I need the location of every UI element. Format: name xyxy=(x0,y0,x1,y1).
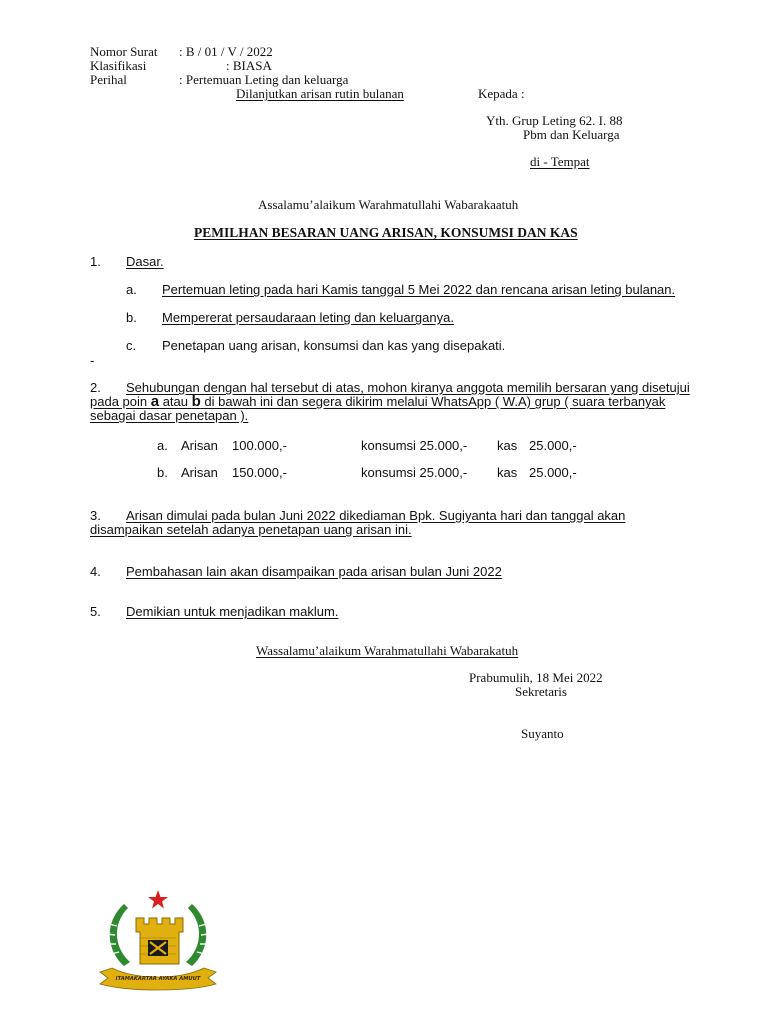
section3-line2: disampaikan setelah adanya penetapan uang arisan ini. xyxy=(90,522,412,537)
section2-line2-mid: atau xyxy=(159,394,192,409)
item-letter: b. xyxy=(126,310,137,325)
nomor-label: Nomor Surat xyxy=(90,44,158,59)
option-kas-value: 25.000,- xyxy=(529,465,577,480)
closing-greeting: Wassalamu’alaikum Warahmatullahi Wabarakatuh xyxy=(256,643,519,658)
section2-line1: Sehubungan dengan hal tersebut di atas, mohon kiranya anggota memilih bersaran yang disetujui xyxy=(126,380,690,395)
perihal-line2: Dilanjutkan arisan rutin bulanan xyxy=(236,86,404,101)
perihal-label: Perihal xyxy=(90,72,127,87)
recipient-pbm: Pbm dan Keluarga xyxy=(523,127,620,142)
option-kas-label: kas xyxy=(497,438,518,453)
organization-emblem-logo xyxy=(96,888,220,992)
letter-title: PEMILHAN BESARAN UANG ARISAN, KONSUMSI DAN KAS xyxy=(194,225,578,240)
section2-number: 2. xyxy=(90,380,101,395)
option-b-marker: b xyxy=(191,393,201,410)
option-kas-label: kas xyxy=(497,465,518,480)
banner-text: ITAMAKARTAR AYAKA AMUUT xyxy=(115,976,201,982)
recipient-tempat: di - Tempat xyxy=(530,154,590,169)
option-a-marker: a xyxy=(150,393,160,410)
option-arisan-value: 100.000,- xyxy=(232,438,287,453)
section3-line1: Arisan dimulai pada bulan Juni 2022 dikediaman Bpk. Sugiyanta hari dan tanggal akan xyxy=(126,508,626,523)
option-konsumsi: konsumsi 25.000,- xyxy=(361,465,468,480)
perihal-value: : Pertemuan Leting dan keluarga xyxy=(179,72,349,87)
section4-text: Pembahasan lain akan disampaikan pada arisan bulan Juni 2022 xyxy=(126,564,502,579)
option-arisan-label: Arisan xyxy=(181,465,218,480)
recipient-yth: Yth. Grup Leting 62. I. 88 xyxy=(486,113,623,128)
section4-number: 4. xyxy=(90,564,101,579)
section1-number: 1. xyxy=(90,254,101,269)
item-letter: c. xyxy=(126,338,137,353)
option-kas-value: 25.000,- xyxy=(529,438,577,453)
section1-heading: Dasar. xyxy=(126,254,164,269)
option-arisan-label: Arisan xyxy=(181,438,218,453)
section3-number: 3. xyxy=(90,508,101,523)
signature-place-date: Prabumulih, 18 Mei 2022 xyxy=(469,670,603,685)
greeting: Assalamu’alaikum Warahmatullahi Wabarakaatuh xyxy=(258,197,519,212)
section5-number: 5. xyxy=(90,604,101,619)
nomor-value: : B / 01 / V / 2022 xyxy=(179,44,273,59)
list-item: Pertemuan leting pada hari Kamis tanggal 5 Mei 2022 dan rencana arisan leting bulanan. xyxy=(162,282,676,297)
kepada-label: Kepada : xyxy=(478,86,525,101)
signature-name: Suyanto xyxy=(521,726,564,741)
star-icon xyxy=(148,890,168,909)
option-arisan-value: 150.000,- xyxy=(232,465,287,480)
section2-line2-post: di bawah ini dan segera dikirim melalui WhatsApp ( W.A) grup ( suara terbanyak xyxy=(200,394,666,409)
option-letter: a. xyxy=(157,438,168,453)
section2-line3: sebagai dasar penetapan ). xyxy=(90,408,249,423)
klasifikasi-value: : BIASA xyxy=(226,58,272,73)
signature-role: Sekretaris xyxy=(515,684,567,699)
klasifikasi-label: Klasifikasi xyxy=(90,58,147,73)
list-item: Penetapan uang arisan, konsumsi dan kas yang disepakati. xyxy=(162,338,506,353)
option-konsumsi: konsumsi 25.000,- xyxy=(361,438,468,453)
item-letter: a. xyxy=(126,282,137,297)
list-item: Mempererat persaudaraan leting dan keluarganya. xyxy=(162,310,454,325)
option-letter: b. xyxy=(157,465,168,480)
section5-text: Demikian untuk menjadikan maklum. xyxy=(126,604,339,619)
stray-dash: - xyxy=(90,353,95,368)
fortress-icon xyxy=(136,918,183,964)
section2-line2-pre: pada poin xyxy=(90,394,151,409)
section2-line2 xyxy=(90,394,665,409)
